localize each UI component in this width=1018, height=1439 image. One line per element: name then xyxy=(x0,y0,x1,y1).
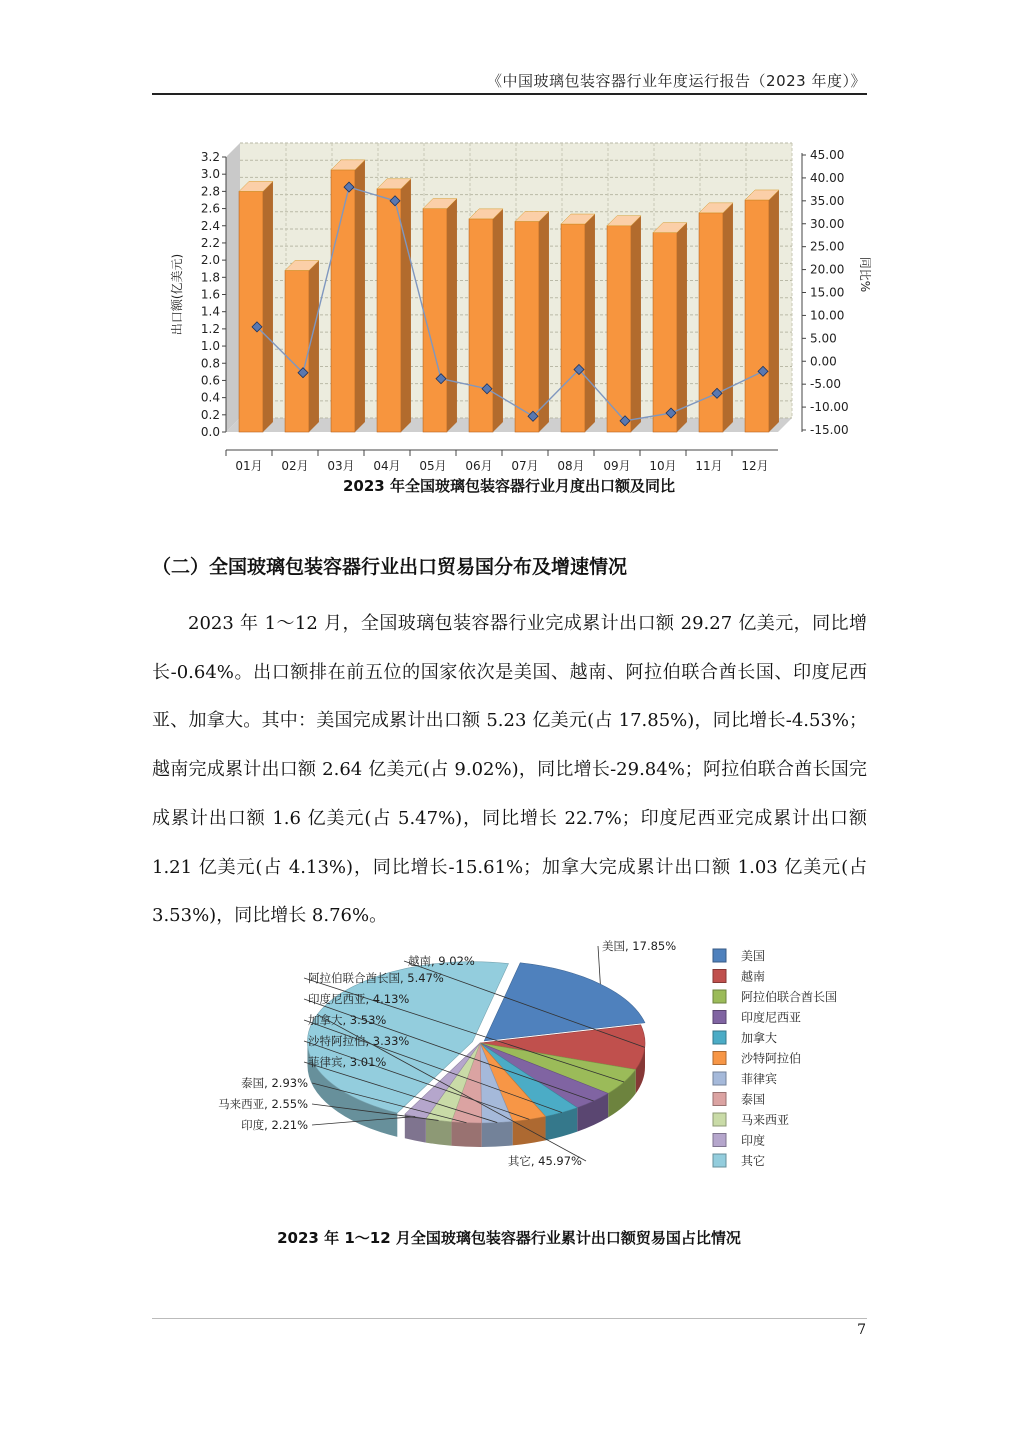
y2-tick-label: 15.00 xyxy=(810,285,845,300)
pie-leader-line xyxy=(598,946,600,984)
pie-data-label: 泰国, 2.93% xyxy=(241,1076,308,1090)
y2-axis-title: 同比% xyxy=(858,256,872,293)
legend-swatch xyxy=(713,1072,726,1085)
bar xyxy=(239,191,263,432)
x-tick-label: 12月 xyxy=(741,459,769,473)
y2-tick-label: 10.00 xyxy=(810,308,845,323)
legend-swatch xyxy=(713,1011,726,1024)
legend-swatch xyxy=(713,949,726,962)
x-tick-label: 02月 xyxy=(281,459,309,473)
legend-label: 其它 xyxy=(741,1154,766,1168)
y2-tick-label: 5.00 xyxy=(810,331,837,346)
page-number: 7 xyxy=(857,1322,866,1338)
bar-side xyxy=(309,260,319,432)
y2-tick-label: -15.00 xyxy=(810,423,849,437)
y2-tick-label: 25.00 xyxy=(810,239,845,254)
y-tick-label: 3.2 xyxy=(200,150,220,164)
legend-label: 美国 xyxy=(741,949,766,963)
bar-side xyxy=(631,216,641,432)
legend-label: 马来西亚 xyxy=(741,1113,790,1127)
y2-tick-label: -10.00 xyxy=(810,400,849,415)
y2-tick-label: 0.00 xyxy=(810,354,837,369)
x-tick-label: 04月 xyxy=(373,459,401,473)
bar xyxy=(745,200,769,432)
chart-side-wall xyxy=(226,143,240,432)
bar xyxy=(377,189,401,432)
y-tick-label: 0.0 xyxy=(200,425,220,439)
pie-data-label: 美国, 17.85% xyxy=(602,939,677,953)
country-share-pie-chart xyxy=(150,940,870,1185)
legend-label: 沙特阿拉伯 xyxy=(741,1051,802,1066)
legend-swatch xyxy=(713,1154,726,1167)
bar-side xyxy=(539,211,549,432)
bar-side xyxy=(723,203,733,432)
x-tick-label: 03月 xyxy=(327,459,355,473)
y2-tick-label: 30.00 xyxy=(810,216,845,231)
pie-data-label: 沙特阿拉伯, 3.33% xyxy=(308,1034,410,1048)
y-tick-label: 2.2 xyxy=(200,235,220,250)
y-tick-label: 2.8 xyxy=(200,184,220,199)
pie-data-label: 越南, 9.02% xyxy=(408,954,475,968)
pie-slice-side xyxy=(482,1121,513,1147)
pie-data-label: 菲律宾, 3.01% xyxy=(308,1055,387,1069)
y-tick-label: 0.2 xyxy=(200,407,220,422)
x-tick-label: 01月 xyxy=(235,459,263,473)
bar-side xyxy=(769,190,779,432)
y-tick-label: 3.0 xyxy=(200,167,220,182)
bar xyxy=(423,209,447,432)
body-paragraph: 2023 年 1～12 月，全国玻璃包装容器行业完成累计出口额 29.27 亿美元，同比增长-0.64%。出口额排在前五位的国家依次是美国、越南、阿拉伯联合酋长国、印度尼西亚、加拿大。其中：美国完成累计出口额 5.23 亿美元(占 17.85%)，同比增长-4.53%；越南完成累计出口额 2.64 亿美元(占 9.02%)，同比增长-29.84%；阿拉伯联合酋长国完成累计出口额 1.6 亿美元(占 5.47%)，同比增长 22.7%；印度尼西亚完成累计出口额 1.21 亿美元(占 4.13%)，同比增长-15.61%；加拿大完成累计出口额 1.03 亿美元(占 3.53%)，同比增长 8.76%。 xyxy=(152,613,867,927)
bar xyxy=(469,219,493,432)
y-tick-label: 1.0 xyxy=(200,339,220,354)
legend-label: 加拿大 xyxy=(741,1031,778,1045)
bar-side xyxy=(677,223,687,432)
header-rule xyxy=(152,93,867,95)
y2-tick-label: 40.00 xyxy=(810,170,845,185)
pie-slice-side xyxy=(451,1122,481,1147)
x-tick-label: 06月 xyxy=(465,459,493,473)
legend-swatch xyxy=(713,1093,726,1106)
pie-data-label: 其它, 45.97% xyxy=(507,1154,582,1168)
bar xyxy=(285,270,309,432)
y-tick-label: 0.6 xyxy=(200,373,220,388)
x-tick-label: 10月 xyxy=(649,459,677,473)
bar-side xyxy=(585,214,595,432)
x-tick-label: 11月 xyxy=(695,459,723,473)
x-tick-label: 09月 xyxy=(603,459,631,473)
y-tick-label: 0.4 xyxy=(200,390,220,405)
legend-swatch xyxy=(713,990,726,1003)
pie-data-label: 马来西亚, 2.55% xyxy=(218,1097,308,1111)
pie-data-label: 加拿大, 3.53% xyxy=(308,1013,387,1027)
pie-data-label: 阿拉伯联合酋长国, 5.47% xyxy=(308,971,444,985)
y-tick-label: 2.0 xyxy=(200,253,220,268)
chart2-caption: 2023 年 1～12 月全国玻璃包装容器行业累计出口额贸易国占比情况 xyxy=(277,1229,741,1247)
x-tick-label: 08月 xyxy=(557,459,585,473)
bar-side xyxy=(401,179,411,432)
pie-data-label: 印度, 2.21% xyxy=(241,1118,308,1132)
bar xyxy=(561,224,585,432)
footer-rule xyxy=(152,1318,867,1319)
legend-swatch xyxy=(713,1052,726,1065)
x-tick-label: 07月 xyxy=(511,459,539,473)
legend-swatch xyxy=(713,970,726,983)
bar xyxy=(607,226,631,432)
y-tick-label: 1.2 xyxy=(200,321,220,336)
x-tick-label: 05月 xyxy=(419,459,447,473)
bar xyxy=(515,221,539,432)
bar-side xyxy=(447,199,457,432)
y2-tick-label: -5.00 xyxy=(810,377,842,392)
legend-swatch xyxy=(713,1031,726,1044)
legend-swatch xyxy=(713,1134,726,1147)
bar xyxy=(653,233,677,432)
y-tick-label: 0.8 xyxy=(200,356,220,371)
pie-slice-side xyxy=(426,1119,452,1146)
y-tick-label: 1.8 xyxy=(200,270,220,285)
legend-label: 菲律宾 xyxy=(741,1072,778,1086)
running-header: 《中国玻璃包装容器行业年度运行报告（2023 年度）》 xyxy=(487,72,866,90)
y-tick-label: 1.4 xyxy=(200,304,220,319)
y-tick-label: 1.6 xyxy=(200,287,220,302)
bar-side xyxy=(355,160,365,432)
y-tick-label: 2.4 xyxy=(200,218,220,233)
chart1-caption: 2023 年全国玻璃包装容器行业月度出口额及同比 xyxy=(343,477,675,495)
monthly-export-chart xyxy=(150,140,872,473)
y2-tick-label: 45.00 xyxy=(810,148,845,162)
y-tick-label: 2.6 xyxy=(200,201,220,216)
legend-label: 泰国 xyxy=(741,1092,766,1107)
legend-label: 印度尼西亚 xyxy=(741,1010,802,1025)
y2-tick-label: 20.00 xyxy=(810,262,845,277)
legend-label: 越南 xyxy=(741,969,766,984)
legend-label: 印度 xyxy=(741,1133,766,1148)
y2-tick-label: 35.00 xyxy=(810,193,845,208)
bar-side xyxy=(493,209,503,432)
pie-data-label: 印度尼西亚, 4.13% xyxy=(308,992,410,1006)
section-heading: （二）全国玻璃包装容器行业出口贸易国分布及增速情况 xyxy=(152,556,628,578)
y-axis-title: 出口额(亿美元) xyxy=(170,253,184,336)
legend-swatch xyxy=(713,1113,726,1126)
legend-label: 阿拉伯联合酋长国 xyxy=(741,990,838,1004)
bar-side xyxy=(263,181,273,432)
